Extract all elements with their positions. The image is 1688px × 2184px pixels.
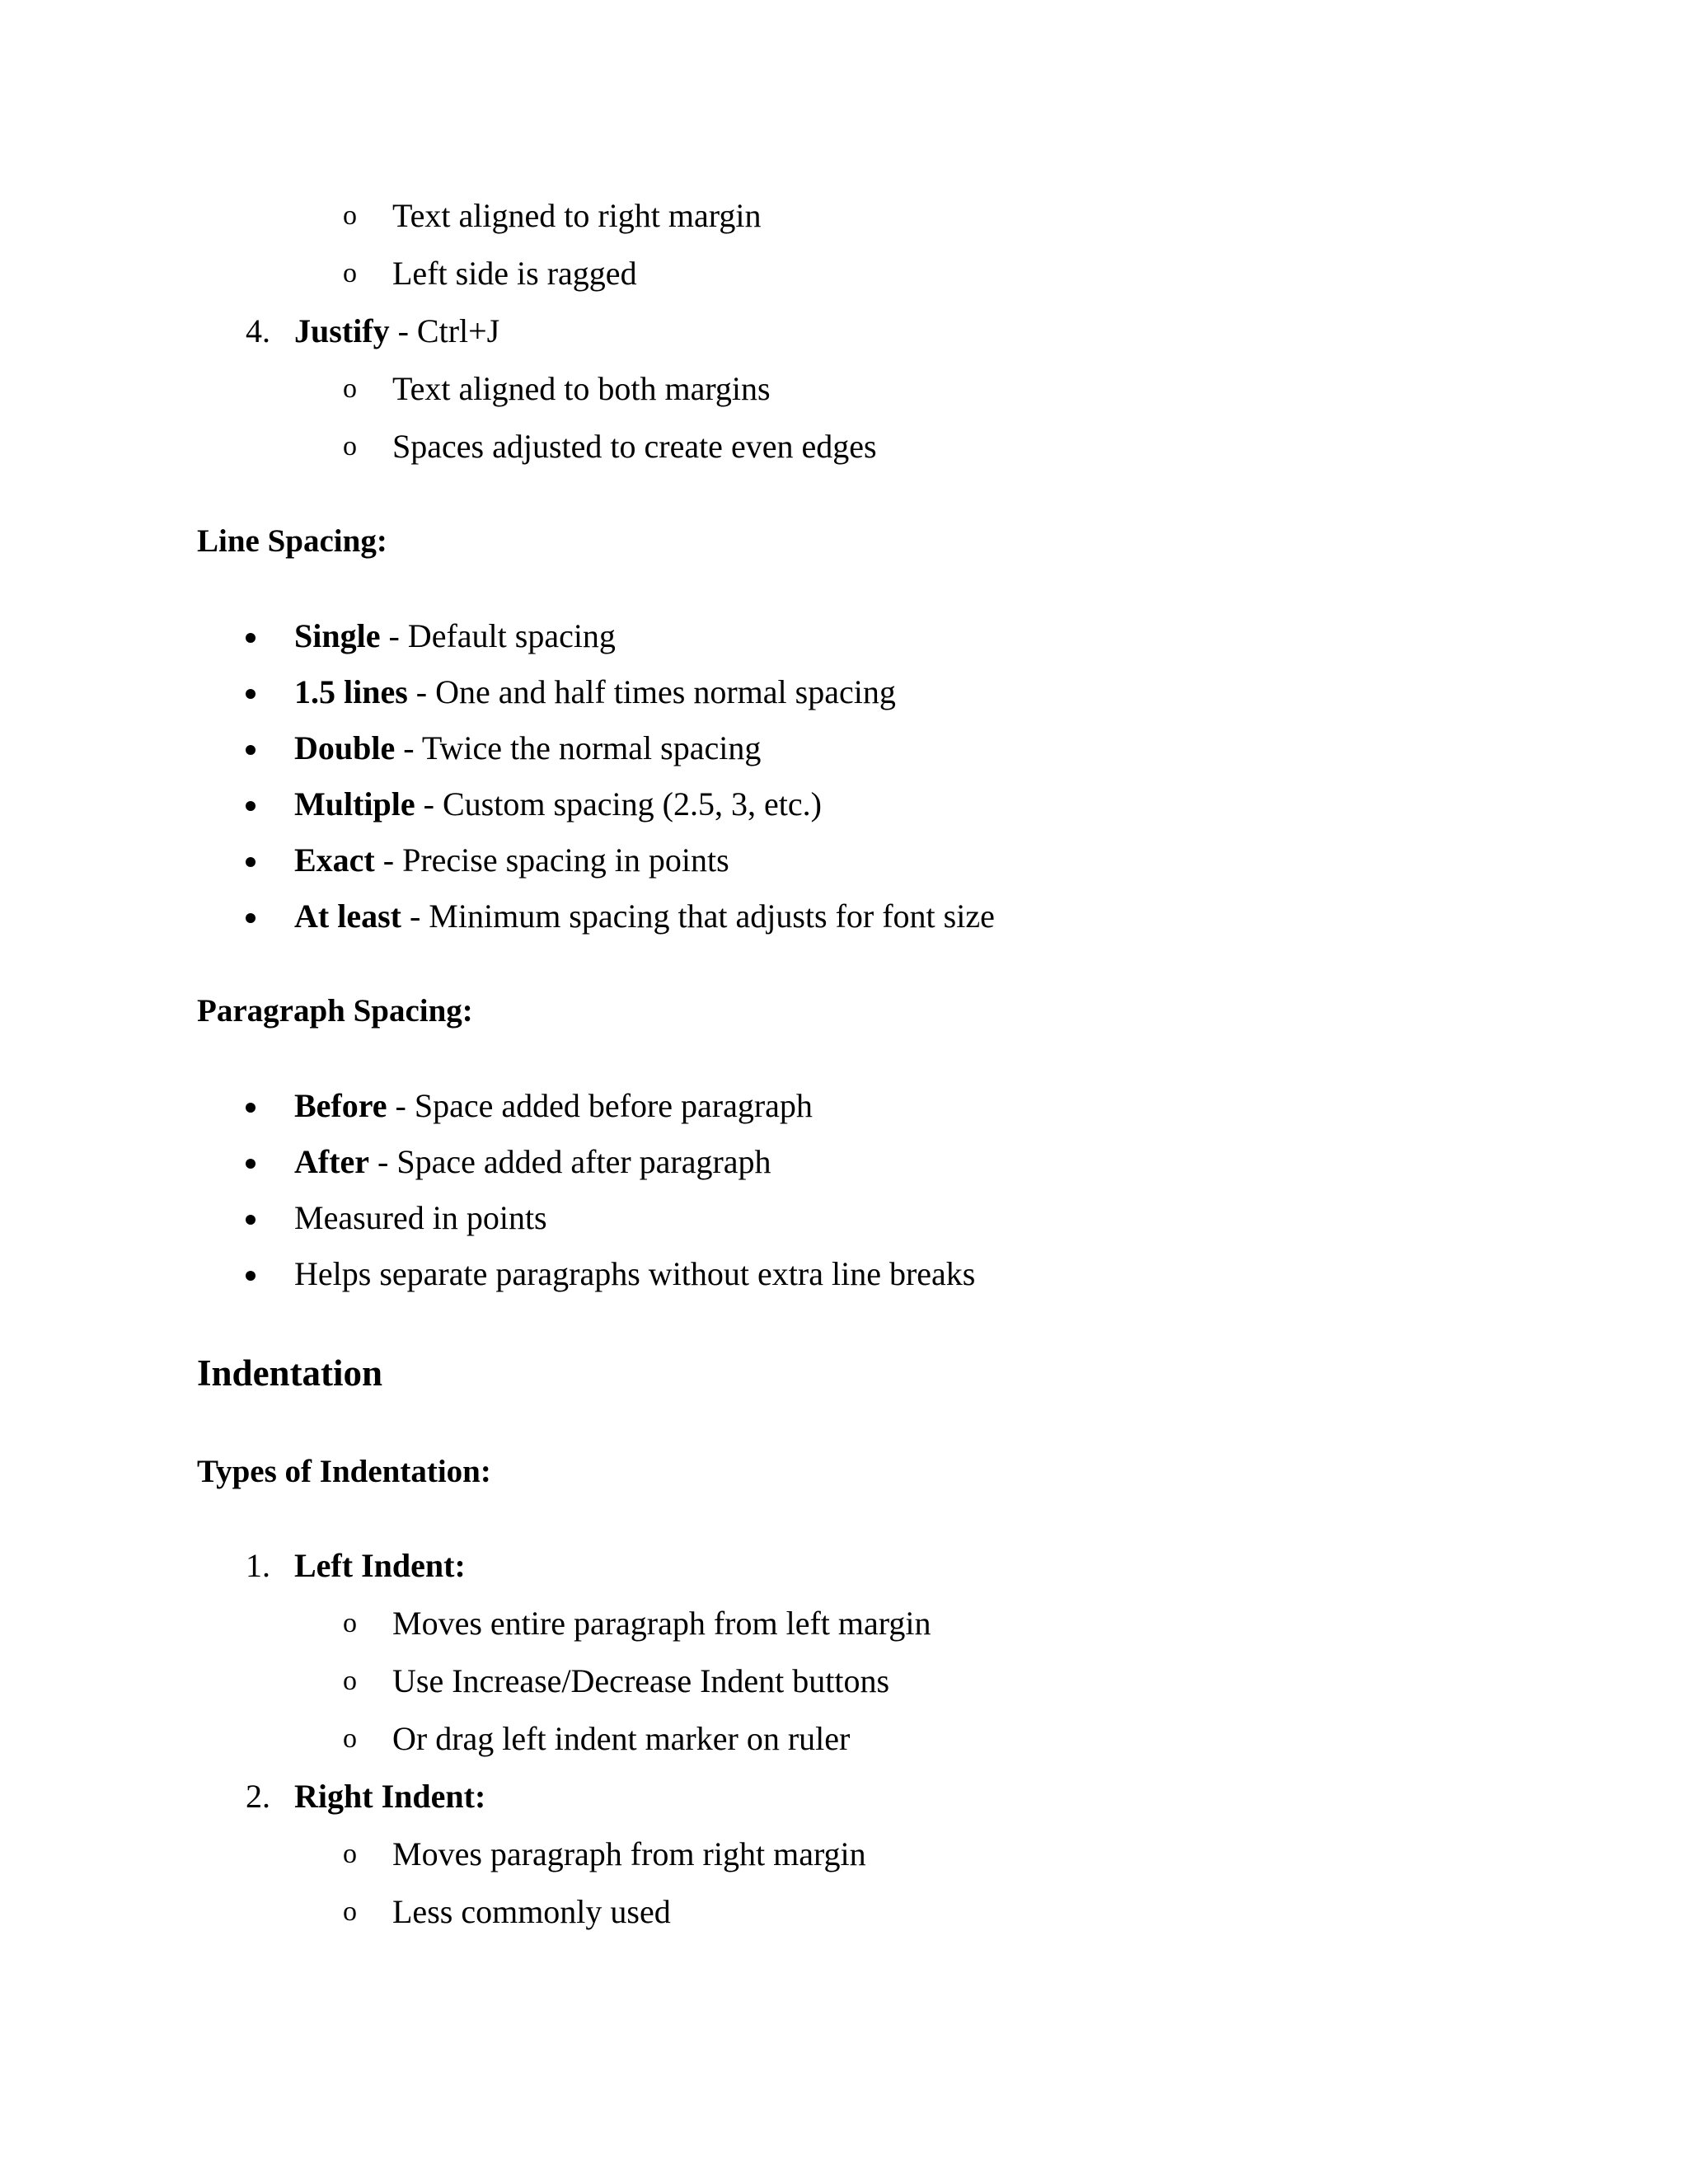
sub-list-item	[0, 1887, 1688, 1937]
list-item-text: Measured in points	[294, 1199, 547, 1236]
sub-list-item	[0, 422, 1688, 471]
circle-bullet-icon: o	[343, 1839, 357, 1869]
list-item-description: - Space added before paragraph	[387, 1087, 813, 1124]
list-item-description: - Default spacing	[380, 617, 616, 654]
list-number: 4.	[246, 312, 270, 349]
list-item-term: Single	[294, 617, 381, 654]
circle-bullet-icon: o	[343, 1896, 357, 1927]
bullet-list-item	[0, 780, 1688, 829]
bullet-list-item	[0, 836, 1688, 885]
list-item-term: 1.5 lines	[294, 673, 408, 710]
sub-list-item-text: Or drag left indent marker on ruler	[392, 1720, 851, 1757]
list-item-term: Right Indent:	[294, 1778, 486, 1815]
numbered-list-item	[0, 307, 1688, 356]
bullet-list-item	[0, 892, 1688, 941]
indentation-section-title: Indentation	[197, 1352, 383, 1394]
bullet-list-item	[0, 1137, 1688, 1187]
list-item-text	[294, 780, 822, 829]
list-item-term: Justify	[294, 312, 390, 349]
circle-bullet-icon: o	[343, 1723, 357, 1754]
list-item-text	[294, 1137, 771, 1187]
line-spacing-heading: Line Spacing:	[197, 523, 387, 559]
list-item-text	[294, 612, 616, 661]
circle-bullet-icon: o	[343, 1666, 357, 1696]
sub-list-item-text: Use Increase/Decrease Indent buttons	[392, 1662, 890, 1699]
list-item-description: - Custom spacing (2.5, 3, etc.)	[415, 785, 822, 823]
bullet-list-item	[0, 668, 1688, 717]
list-item-term: Left Indent:	[294, 1547, 466, 1584]
list-item-description: - Twice the normal spacing	[395, 729, 762, 766]
list-item-description: - Precise spacing in points	[374, 841, 729, 879]
bullet-list-item	[0, 1249, 1688, 1299]
list-item-term: Before	[294, 1087, 387, 1124]
list-item-description: - Space added after paragraph	[369, 1143, 771, 1180]
bullet-list-item	[0, 612, 1688, 661]
sub-list-item-text: Left side is ragged	[392, 255, 637, 292]
sub-list-item-text: Spaces adjusted to create even edges	[392, 428, 877, 465]
sub-list-item-text: Moves paragraph from right margin	[392, 1835, 866, 1872]
sub-list-item	[0, 1714, 1688, 1764]
list-item-term: Multiple	[294, 785, 415, 823]
sub-list-item	[0, 1830, 1688, 1879]
list-item-description: - Minimum spacing that adjusts for font size	[401, 898, 995, 935]
list-item-term: After	[294, 1143, 370, 1180]
list-item-term: Exact	[294, 841, 375, 879]
list-item-text	[294, 724, 761, 773]
list-item-term: At least	[294, 898, 401, 935]
bullet-list-item	[0, 724, 1688, 773]
numbered-list-item	[0, 1541, 1688, 1591]
list-item-text: Helps separate paragraphs without extra line breaks	[294, 1255, 976, 1292]
list-item-description: - Ctrl+J	[389, 312, 500, 349]
numbered-list-item	[0, 1772, 1688, 1821]
bullet-list-item	[0, 1193, 1688, 1243]
circle-bullet-icon: o	[343, 200, 357, 231]
circle-bullet-icon: o	[343, 431, 357, 462]
circle-bullet-icon: o	[343, 258, 357, 288]
list-item-text	[294, 668, 896, 717]
list-number: 1.	[246, 1547, 270, 1584]
sub-list-item	[0, 1599, 1688, 1648]
circle-bullet-icon: o	[343, 1608, 357, 1638]
sub-list-item	[0, 364, 1688, 414]
list-item-text	[294, 892, 995, 941]
list-item-text	[294, 836, 729, 885]
circle-bullet-icon: o	[343, 373, 357, 404]
list-item-term: Double	[294, 729, 396, 766]
sub-list-item	[0, 249, 1688, 298]
list-item-text	[294, 307, 499, 356]
sub-list-item-text: Text aligned to both margins	[392, 370, 771, 407]
sub-list-item	[0, 1657, 1688, 1706]
bullet-list-item	[0, 1081, 1688, 1131]
sub-list-item	[0, 191, 1688, 241]
list-item-text	[294, 1081, 813, 1131]
types-of-indentation-heading: Types of Indentation:	[197, 1454, 491, 1489]
list-item-description: - One and half times normal spacing	[407, 673, 896, 710]
sub-list-item-text: Less commonly used	[392, 1893, 671, 1930]
sub-list-item-text: Moves entire paragraph from left margin	[392, 1605, 931, 1642]
sub-list-item-text: Text aligned to right margin	[392, 197, 762, 234]
list-number: 2.	[246, 1778, 270, 1815]
paragraph-spacing-heading: Paragraph Spacing:	[197, 993, 473, 1029]
